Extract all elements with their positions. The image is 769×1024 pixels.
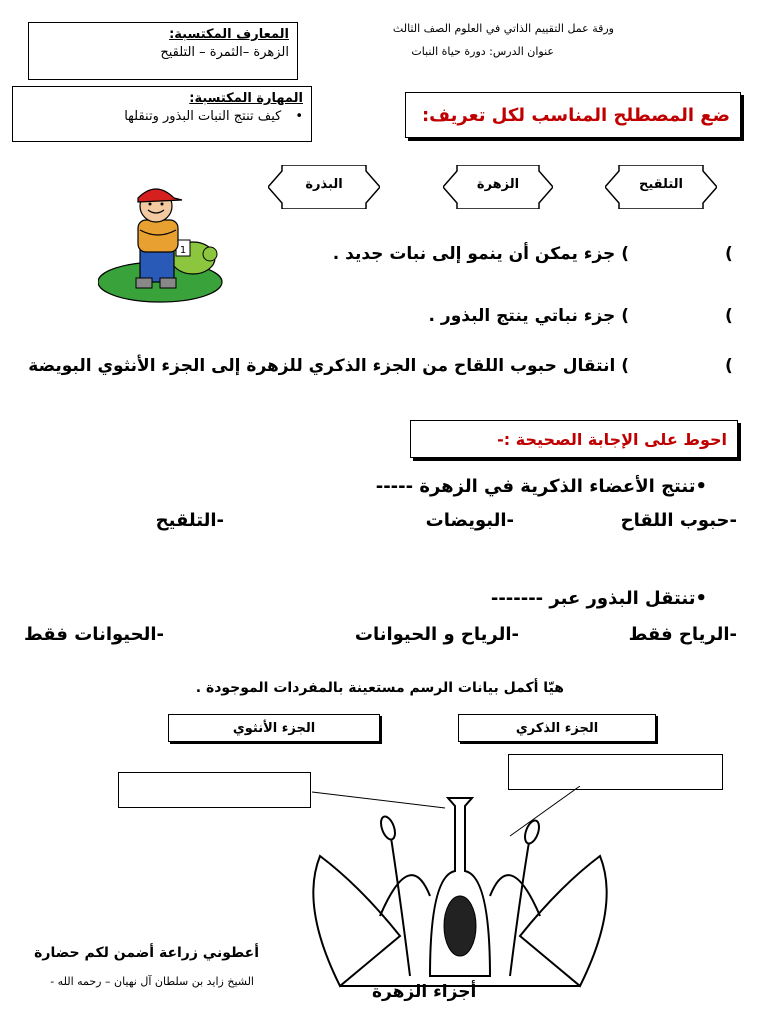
word-bank-male-label: الجزء الذكري [515,720,599,736]
answer-box-left[interactable] [118,772,311,808]
boy-on-turtle-illustration [98,180,228,305]
mcq-1-option-2[interactable]: -البويضات [425,510,514,531]
skill-content: كيف تنتج النبات البذور وتنقلها [124,109,282,124]
mcq-1-stem: •تنتج الأعضاء الذكرية في الزهرة ----- [375,476,707,497]
svg-text:1: 1 [179,245,187,256]
word-bank-female [168,714,380,742]
section1-instruction-box [405,92,741,138]
mcq-2-option-1[interactable]: -الرياح فقط [628,624,737,645]
flower-diagram [300,786,620,991]
section1-instruction: ضع المصطلح المناسب لكل تعريف: [421,104,730,126]
footer-quote: أعطوني زراعة أضمن لكم حضارة [34,945,259,961]
section3-instruction: هيّا أكمل بيانات الرسم مستعينة بالمفردات الموجودة . [195,680,564,696]
worksheet-title: ورقة عمل التقييم الذاتي في العلوم الصف الثالث [392,22,614,35]
word-bank-female-label: الجزء الأنثوي [232,720,316,736]
question-1-text: ) جزء يمكن أن ينمو إلى نبات جديد . [332,244,629,264]
question-2-paren: ( [725,306,733,326]
term-label-3: البذرة [305,177,343,192]
knowledge-box [28,22,298,80]
mcq-2-stem: •تنتقل البذور عبر ------- [490,588,707,609]
skill-box [12,86,312,142]
mcq-2-option-3[interactable]: -الحيوانات فقط [23,624,164,645]
section2-instruction-box [410,420,738,458]
diagram-caption: أجزاء الزهرة [372,982,477,1002]
mcq-1-option-3[interactable]: -التلقيح [155,510,224,531]
term-label-1: التلقيح [639,177,683,192]
question-2-text: ) جزء نباتي ينتج البذور . [428,306,629,326]
answer-box-right[interactable] [508,754,723,790]
question-3-paren: ( [725,356,733,376]
question-3-text: ) انتقال حبوب اللقاح من الجزء الذكري للزهرة إلى الجزء الأنثوي البويضة [28,356,629,376]
bullet: • [295,109,303,124]
word-bank-male [458,714,656,742]
mcq-1-option-1[interactable]: -حبوب اللقاح [620,510,737,531]
mcq-2-option-2[interactable]: -الرياح و الحيوانات [354,624,519,645]
term-label-2: الزهرة [476,177,520,192]
skill-heading: المهارة المكتسبة: [189,91,303,106]
section2-instruction: احوط على الإجابة الصحيحة :- [497,429,727,449]
lesson-title: عنوان الدرس: دورة حياة النبات [411,45,554,58]
knowledge-content: الزهرة –الثمرة – التلقيح [160,45,289,60]
knowledge-heading: المعارف المكتسبة: [169,27,289,42]
question-1-paren: ( [725,244,733,264]
footer-attribution: الشيخ زايد بن سلطان آل نهيان – رحمه الله - [50,975,254,988]
